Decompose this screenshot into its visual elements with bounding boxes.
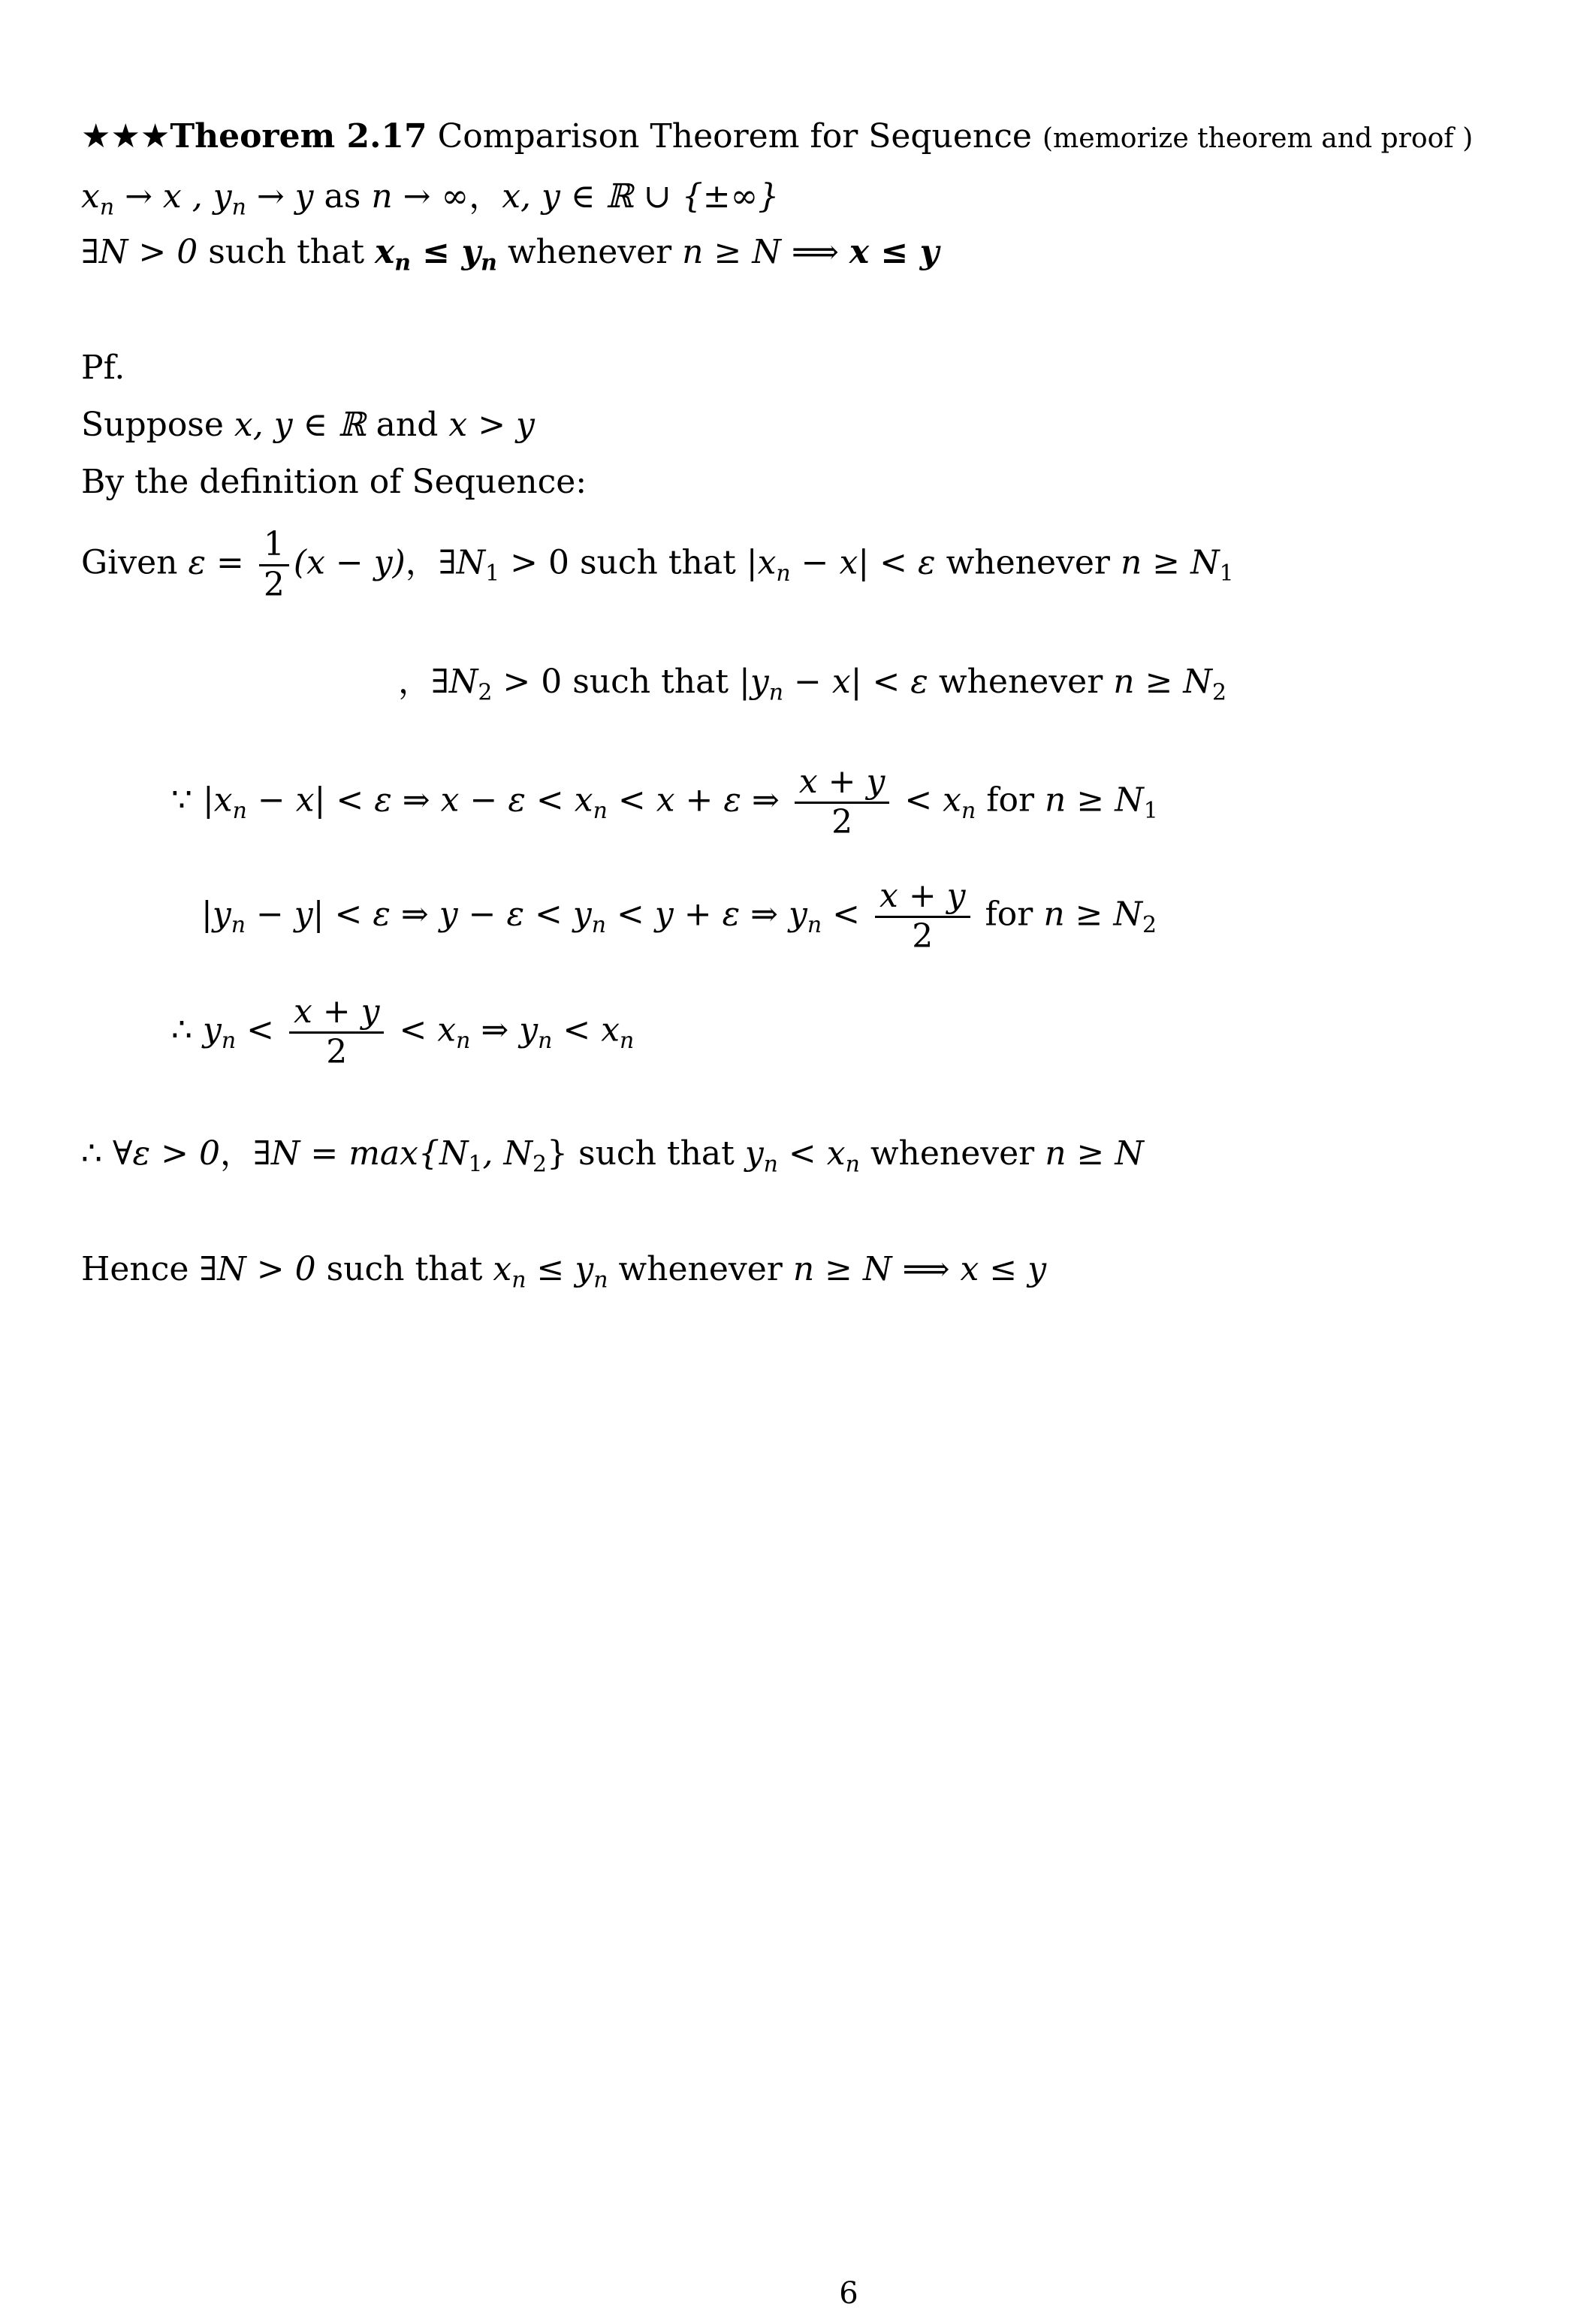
theorem-note: (memorize theorem and proof ) <box>1042 122 1474 154</box>
proof-conclusion: Hence ∃N > 0 such that $x_n \le y_n$ whenever n ≥ N ⟹ x ≤ y <box>81 1250 1047 1294</box>
star-rating-icon: ★★★ <box>81 117 170 156</box>
theorem-hypothesis-1: $x_n \to x$ , $y_n \to y$ as n → ∞，x, y ∈ ℝ ∪ {±∞} <box>81 177 780 221</box>
proof-step-4: ∴ ∀ε > 0，∃N = $\max\{N_1$, $N_2$} such that $y_n < x_n$ whenever n ≥ N <box>81 1134 1144 1178</box>
theorem-label: Theorem 2.17 <box>170 117 427 156</box>
proof-step-2: $|y_n - y| < \varepsilon$ ⇒ $y - \varepsilon < y_n < y + \varepsilon$ ⇒ $y_n$ < $\frac{x + y}{2}$ for $n \ge N_2$ <box>201 877 1157 956</box>
proof-step-1: ∵ $|x_n - x| < \varepsilon$ ⇒ $x - \varepsilon < x_n < x + \varepsilon$ ⇒ $\frac{x + y}{2}$ < $x_n$ for $n \ge N_1$ <box>171 762 1158 841</box>
proof-by-definition: By the definition of Sequence: <box>81 463 587 501</box>
proof-label: Pf. <box>81 349 125 387</box>
theorem-header <box>81 116 1473 159</box>
proof-suppose: Suppose x, y ∈ ℝ and x > y <box>81 406 535 444</box>
fraction-mean: $\frac{x + y}{2}$ <box>875 877 970 956</box>
theorem-hypothesis-2: ∃N > 0 such that $x_n \le y_n$ whenever n ≥ N ⟹ x ≤ y <box>81 233 940 276</box>
proof-given-epsilon: Given ε = $\frac{1}{2}$ (x − y)，$\exists N_1 > 0$ such that $|x_n - x| < \varepsilon$ whenever $n \ge N_1$ <box>81 525 1234 604</box>
proof-step-3: ∴ $y_n$ < $\frac{x + y}{2}$ < $x_n$ ⇒ $y_n < x_n$ <box>171 992 635 1071</box>
fraction-mean: $\frac{x + y}{2}$ <box>795 763 890 841</box>
fraction-mean: $\frac{x + y}{2}$ <box>289 993 385 1071</box>
page-number: 6 <box>839 2276 858 2311</box>
fraction-one-half: $\frac{1}{2}$ <box>259 526 289 604</box>
proof-given-epsilon-2: ，$\exists N_2 > 0$ such that $|y_n - x| < \varepsilon$ whenever $n \ge N_2$ <box>398 663 1226 706</box>
theorem-title: Comparison Theorem for Sequence <box>437 117 1032 156</box>
